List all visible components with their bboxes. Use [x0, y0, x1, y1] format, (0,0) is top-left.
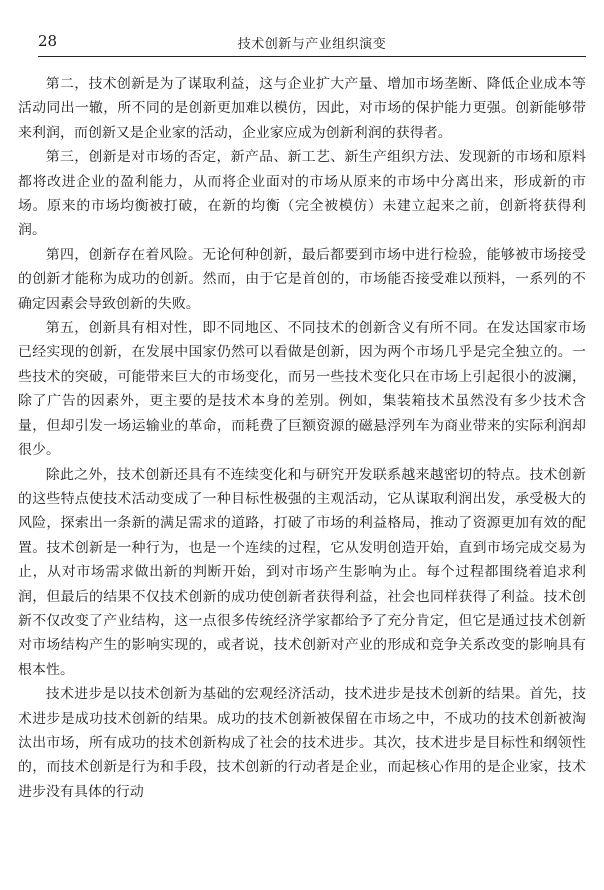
paragraph-second-point: 第二，技术创新是为了谋取利益，这与企业扩大产量、增加市场垄断、降低企业成本等活动同出一辙，所不同的是创新更加难以模仿，因此，对市场的保护能力更强。创新能够带来利润，而创新又是企业家的活动，企业家应成为创新利润的获得者。: [18, 76, 586, 141]
page-number: 28: [38, 32, 58, 50]
paragraph-other-features: 除此之外，技术创新还具有不连续变化和与研究开发联系越来越密切的特点。技术创新的这些特点使技术活动变成了一种目标性极强的主观活动，它从谋取利润出发，承受极大的风险，探索出一条新的满足需求的道路，打破了市场的利益格局，推动了资源更加有效的配置。技术创新是一种行为，也是一个连续的过程，它从发明创造开始，直到市场完成交易为止，从对市场需求做出新的判断开始，到对市场产生影响为止。每个过程都围绕着追求利润，但最后的结果不仅技术创新的成功使创新者获得利益，社会也同样获得了利益。技术创新不仅改变了产业结构，这一点很多传统经济学家都给予了充分肯定，但它是通过技术创新对市场结构产生的影响实现的，或者说，技术创新对产业的形成和竞争关系改变的影响具有根本性。: [18, 466, 586, 678]
running-title: 技术创新与产业组织演变: [237, 37, 387, 52]
paragraph-fifth-point: 第五，创新具有相对性，即不同地区、不同技术的创新含义有所不同。在发达国家市场已经实现的创新，在发展中国家仍然可以看做是创新，因为两个市场几乎是完全独立的。一些技术的突破，可能带来巨大的市场变化，而另一些技术变化只在市场上引起很小的波澜，除了广告的因素外，更主要的是技术本身的差别。例如，集装箱技术虽然没有多少技术含量，但却引发一场运输业的革命，而耗费了巨额资源的磁悬浮列车为商业带来的实际利润却很少。: [18, 320, 586, 459]
page-header: [38, 30, 586, 57]
paragraph-technical-progress: 技术进步是以技术创新为基础的宏观经济活动，技术进步是技术创新的结果。首先，技术进步是成功技术创新的结果。成功的技术创新被保留在市场之中，不成功的技术创新被淘汰出市场，所有成功的技术创新构成了社会的技术进步。其次，技术进步是目标性和纲领性的，而技术创新是行为和手段，技术创新的行动者是企业，而起核心作用的是企业家，技术进步没有具体的行动: [18, 686, 586, 800]
body-text: [18, 72, 586, 804]
paragraph-fourth-point: 第四，创新存在着风险。无论何种创新，最后都要到市场中进行检验，能够被市场接受的创新才能称为成功的创新。然而，由于它是首创的，市场能否接受难以预料，一系列的不确定因素会导致创新的失败。: [18, 246, 586, 312]
paragraph-third-point: 第三，创新是对市场的否定，新产品、新工艺、新生产组织方法、发现新的市场和原料都将改进企业的盈利能力，从而将企业面对的市场从原来的市场中分离出来，形成新的市场。原来的市场均衡被打破，在新的均衡（完全被模仿）未建立起来之前，创新将获得利润。: [18, 149, 586, 239]
